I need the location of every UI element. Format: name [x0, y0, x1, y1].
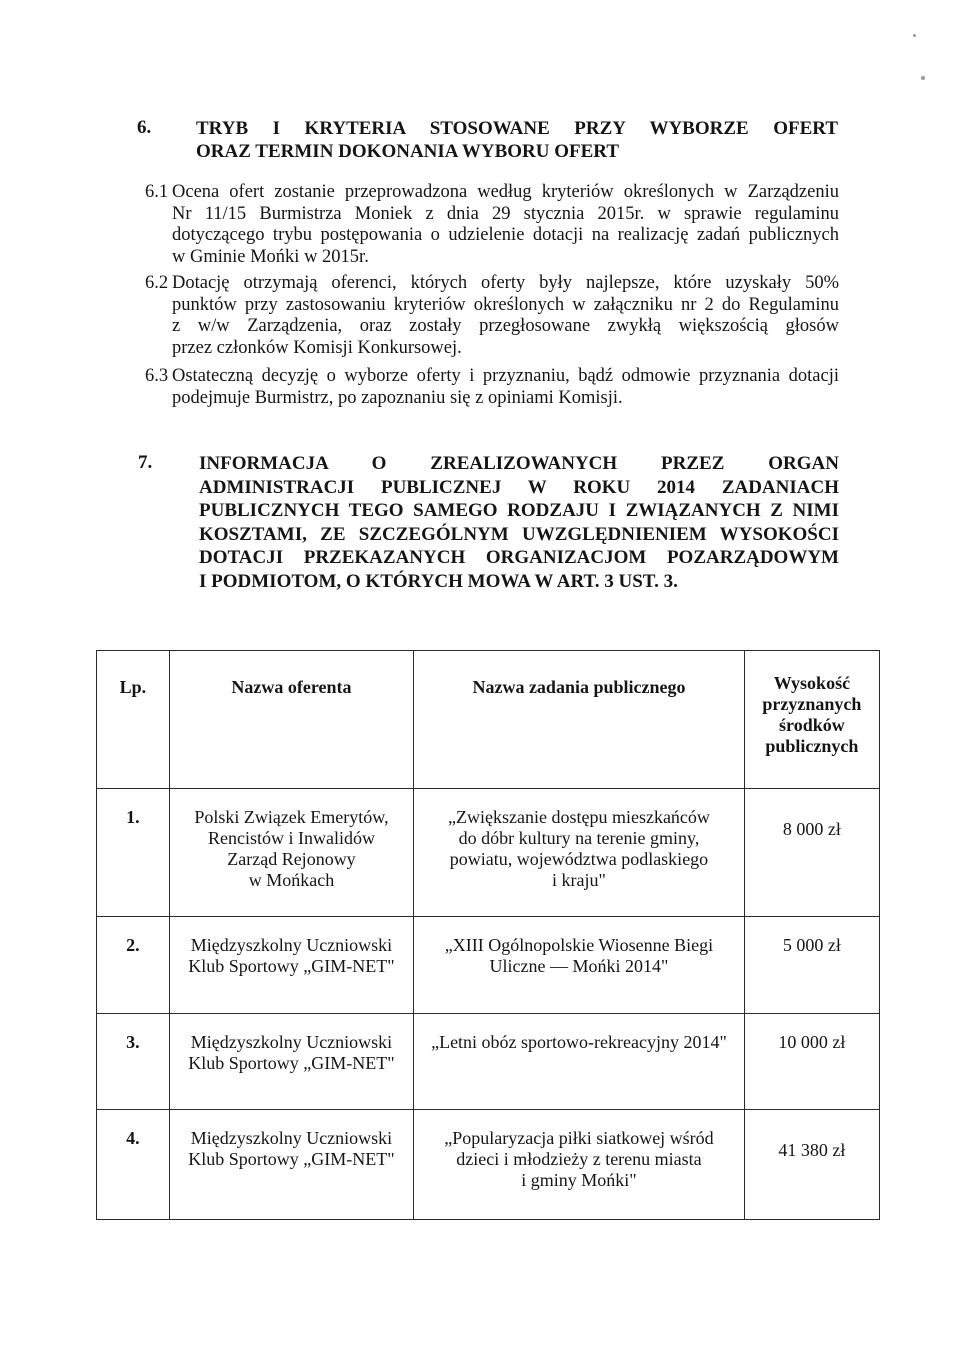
section-6-number: 6.: [137, 117, 152, 138]
point-6-3: [145, 366, 839, 409]
cell-line: Uliczne — Mońki 2014": [489, 956, 669, 977]
header-amount: [744, 651, 879, 789]
scan-speck: [913, 34, 916, 37]
section-6-title: [196, 117, 838, 163]
cell-amount: 8 000 zł: [744, 789, 879, 917]
point-text-line: w Gminie Mońki w 2015r.: [172, 246, 369, 267]
table-row: [97, 1109, 880, 1219]
cell-line: Międzyszkolny Uczniowski: [190, 935, 393, 956]
cell-task: [414, 1109, 745, 1219]
cell-lp: 2.: [97, 917, 170, 1013]
cell-line: Klub Sportowy „GIM-NET": [188, 1052, 395, 1073]
point-number: 6.2: [145, 273, 169, 293]
cell-task: [414, 917, 745, 1013]
cell-line: „Letni obóz sportowo-rekreacyjny 2014": [431, 1031, 727, 1052]
cell-lp: 4.: [97, 1109, 170, 1219]
header-amount-line: publicznych: [765, 736, 859, 756]
point-text-line: punktów przy zastosowaniu kryteriów określonych w załączniku nr 2 do Regulaminu: [172, 294, 839, 315]
section-7-title-line: ADMINISTRACJI PUBLICZNEJ W ROKU 2014 ZADANIACH: [199, 476, 839, 498]
table-row: [97, 917, 880, 1013]
cell-line: i kraju": [552, 870, 606, 891]
point-text-line: z w/w Zarządzenia, oraz zostały przegłosowane zwykłą większością głosów: [172, 316, 839, 336]
cell-task: [414, 789, 745, 917]
section-7-title-line: PUBLICZNYCH TEGO SAMEGO RODZAJU I ZWIĄZANYCH Z NIMI: [199, 500, 839, 521]
cell-amount: 10 000 zł: [744, 1013, 879, 1109]
cell-line: „Zwiększanie dostępu mieszkańców: [448, 807, 710, 828]
cell-line: i gminy Mońki": [521, 1169, 637, 1190]
cell-line: Polski Związek Emerytów,: [194, 807, 389, 828]
cell-lp: 3.: [97, 1013, 170, 1109]
section-7-title: [199, 452, 839, 593]
cell-line: w Mońkach: [248, 870, 335, 891]
header-amount-line: Wysokość: [773, 673, 851, 693]
section-7-title-line: INFORMACJA O ZREALIZOWANYCH PRZEZ ORGAN: [199, 453, 839, 474]
cell-amount: 41 380 zł: [744, 1109, 879, 1219]
point-6-1: [145, 182, 839, 268]
cell-line: „Popularyzacja piłki siatkowej wśród: [444, 1127, 714, 1148]
section-7-title-line: KOSZTAMI, ZE SZCZEGÓLNYM UWZGLĘDNIENIEM WYSOKOŚCI: [199, 523, 839, 545]
section-6-title-line: TRYB I KRYTERIA STOSOWANE PRZY WYBORZE OFERT: [196, 118, 838, 139]
cell-name: [169, 1109, 413, 1219]
header-amount-line: przyznanych: [762, 694, 862, 714]
point-6-2: [145, 273, 839, 359]
table-header-row: [97, 651, 880, 789]
point-text-line: Ostateczną decyzję o wyborze oferty i przyznaniu, bądź odmowie przyznania dotacji: [172, 366, 839, 386]
cell-task: [414, 1013, 745, 1109]
point-text-line: Nr 11/15 Burmistrza Moniek z dnia 29 stycznia 2015r. w sprawie regulaminu: [172, 203, 839, 224]
cell-line: „XIII Ogólnopolskie Wiosenne Biegi: [444, 935, 714, 956]
point-text-line: dotyczącego trybu postępowania o udzielenie dotacji na realizację zadań publicznych: [172, 225, 839, 245]
point-text-line: Dotację otrzymają oferenci, których oferty były najlepsze, które uzyskały 50%: [172, 273, 839, 293]
cell-line: Zarząd Rejonowy: [227, 849, 356, 870]
cell-amount: 5 000 zł: [744, 917, 879, 1013]
section-6-title-line: ORAZ TERMIN DOKONANIA WYBORU OFERT: [196, 141, 620, 162]
cell-line: Międzyszkolny Uczniowski: [190, 1031, 393, 1052]
header-lp: Lp.: [97, 651, 170, 789]
header-task: Nazwa zadania publicznego: [414, 651, 745, 789]
cell-line: Klub Sportowy „GIM-NET": [188, 1148, 395, 1169]
section-7-number: 7.: [138, 452, 153, 473]
table-row: [97, 1013, 880, 1109]
cell-name: [169, 789, 413, 917]
table-row: [97, 789, 880, 917]
point-text-line: Ocena ofert zostanie przeprowadzona według kryteriów określonych w Zarządzeniu: [172, 182, 839, 202]
cell-lp: 1.: [97, 789, 170, 917]
scan-speck: [921, 76, 925, 80]
section-7-title-line: DOTACJI PRZEKAZANYCH ORGANIZACJOM POZARZĄDOWYM: [199, 547, 839, 568]
header-amount-line: środków: [779, 715, 845, 735]
point-number: 6.3: [145, 366, 169, 386]
cell-line: dzieci i młodzieży z terenu miasta: [456, 1148, 702, 1169]
point-text-line: podejmuje Burmistrz, po zapoznaniu się z opiniami Komisji.: [172, 387, 623, 408]
cell-name: [169, 917, 413, 1013]
cell-name: [169, 1013, 413, 1109]
section-7-title-line: I PODMIOTOM, O KTÓRYCH MOWA W ART. 3 UST. 3.: [199, 570, 678, 592]
point-number: 6.1: [145, 182, 169, 202]
cell-line: do dóbr kultury na terenie gminy,: [458, 828, 700, 849]
cell-line: Rencistów i Inwalidów: [207, 828, 375, 849]
cell-line: Klub Sportowy „GIM-NET": [188, 956, 395, 977]
grants-table: [96, 650, 880, 1220]
header-name: Nazwa oferenta: [169, 651, 413, 789]
cell-line: Międzyszkolny Uczniowski: [190, 1127, 393, 1148]
cell-line: powiatu, województwa podlaskiego: [449, 849, 709, 870]
point-text-line: przez członków Komisji Konkursowej.: [172, 337, 462, 358]
